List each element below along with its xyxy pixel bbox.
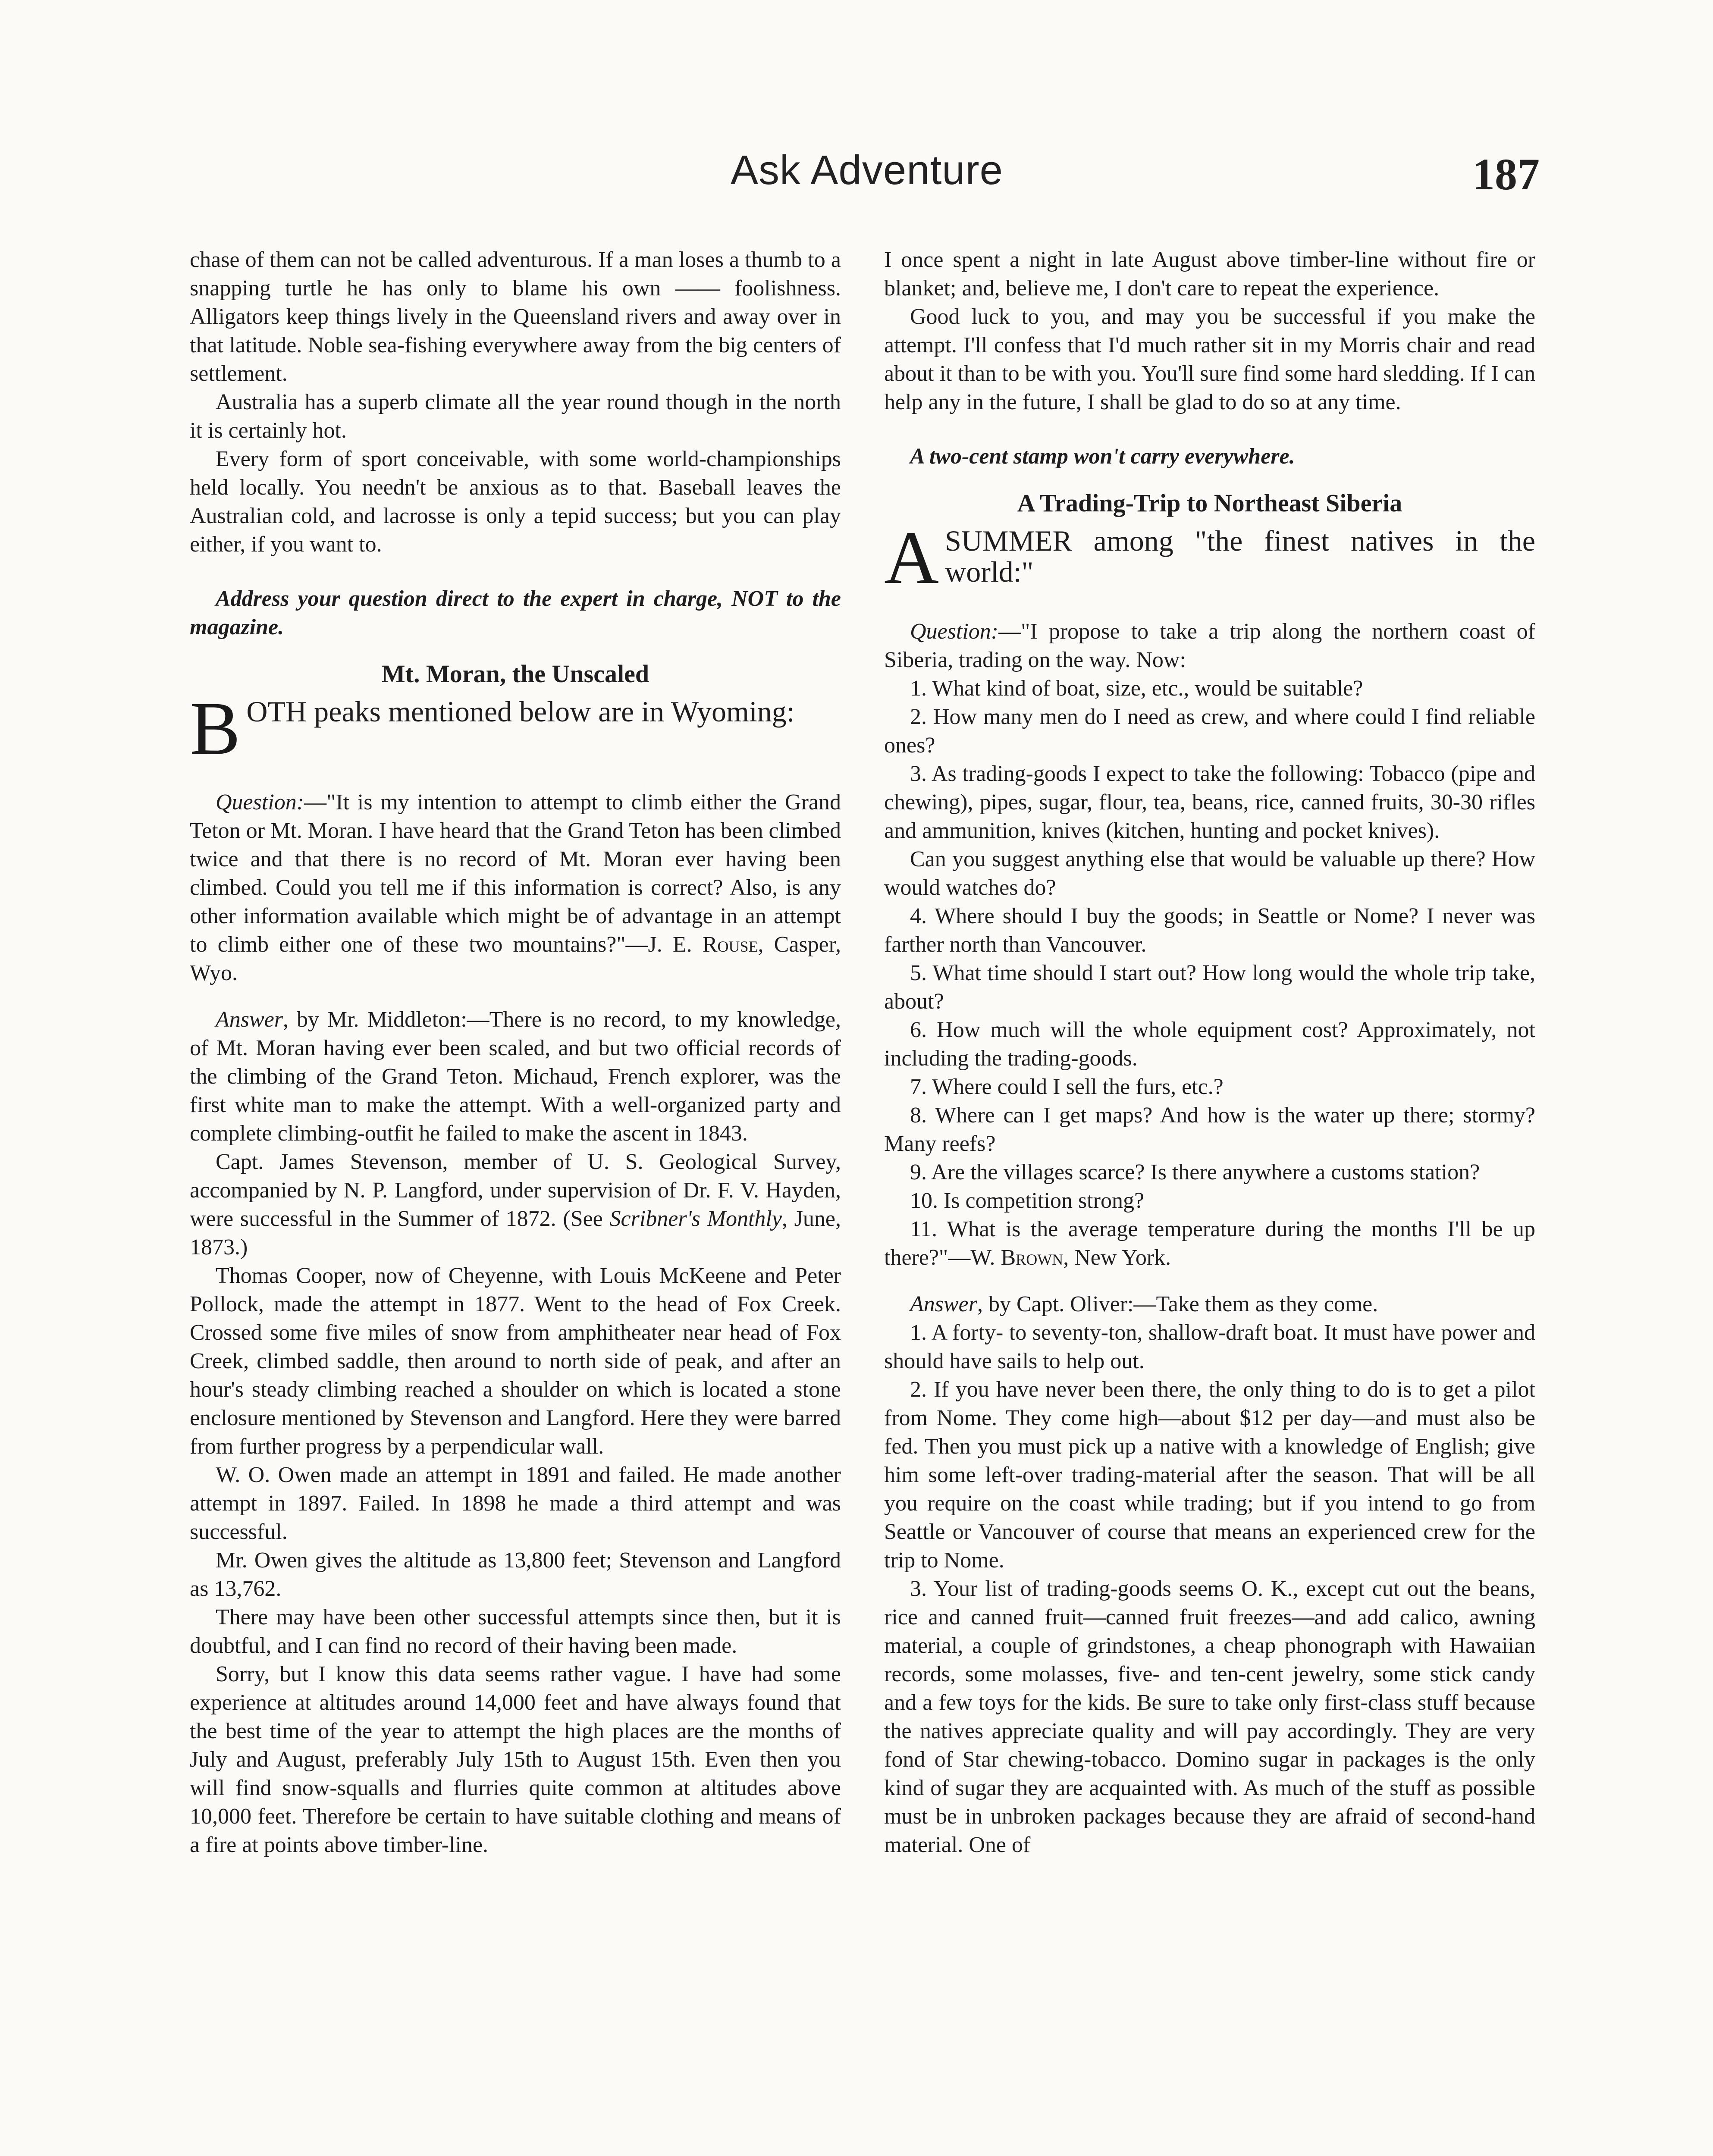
question-item: 9. Are the villages scarce? Is there anywhere a customs station? bbox=[910, 1160, 1480, 1185]
question-label: Question: bbox=[216, 790, 304, 815]
lead-text: SUMMER among "the finest natives in the world:" bbox=[945, 524, 1535, 588]
question-signer-place: , New York. bbox=[1063, 1245, 1171, 1270]
question-item bbox=[884, 1215, 1535, 1272]
paragraph: chase of them can not be called adventurous. If a man loses a thumb to a snapping turtle he has only to blame his own —— foolishness. Alligators keep things lively in the Queensland rivers and away over in that latitude. Noble sea-fishing everywhere away from the big centers of settlement. bbox=[190, 248, 841, 386]
answer-paragraph bbox=[884, 1290, 1535, 1319]
answer-item: 3. Your list of trading-goods seems O. K., except cut out the beans, rice and canned fruit—canned fruit freezes—and add calico, awning material, a couple of grindstones, a cheap phonograph with Hawaiian records, some molasses, five- and ten-cent jewelry, some stick candy and a few toys for the kids. Be sure to take only first-class stuff because the natives appreciate quality and will pay accordingly. They are very fond of Star chewing-tobacco. Domino sugar in packages is the only kind of sugar they are acquainted with. As much of the stuff as possible must be in unbroken packages because they are afraid of second-hand material. One of bbox=[884, 1576, 1535, 1857]
stevenson-text: Capt. James Stevenson, member of U. S. Geological Survey, accompanied by N. P. Langford, under supervision of Dr. F. V. Hayden, were successful in the Summer of 1872. (See bbox=[190, 1150, 841, 1231]
question-label: Question: bbox=[910, 619, 999, 644]
paragraph: Sorry, but I know this data seems rather vague. I have had some experience at altitudes around 14,000 feet and have always found that the best time of the year to attempt the high places are the months of July and August, preferably July 15th to August 15th. Even then you will find snow-squalls and flurries quite common at altitudes above 10,000 feet. Therefore be certain to have suitable clothing and means of a fire at points above timber-line. bbox=[190, 1662, 841, 1857]
question-item: 5. What time should I start out? How long would the whole trip take, about? bbox=[884, 961, 1535, 1014]
question-item: 7. Where could I sell the furs, etc.? bbox=[910, 1075, 1224, 1099]
question-paragraph bbox=[190, 788, 841, 987]
stevenson-end: , June, 1873.) bbox=[190, 1206, 841, 1260]
lead-paragraph bbox=[190, 686, 841, 771]
answer-label: Answer bbox=[910, 1292, 977, 1316]
paragraph: W. O. Owen made an attempt in 1891 and failed. He made another attempt in 1897. Failed. In 1898 he made a third attempt and was successful. bbox=[190, 1463, 841, 1544]
right-column bbox=[884, 246, 1535, 2156]
paragraph: Mr. Owen gives the altitude as 13,800 feet; Stevenson and Langford as 13,762. bbox=[190, 1548, 841, 1601]
publication-title: Scribner's Monthly bbox=[609, 1206, 782, 1231]
editorial-note bbox=[190, 585, 841, 642]
paragraph: Every form of sport conceivable, with some world-championships held locally. You needn't be anxious as to that. Baseball leaves the Australian cold, and lacrosse is only a tepid success; but you can play either, if you want to. bbox=[190, 447, 841, 557]
lead-text: OTH peaks mentioned below are in Wyoming: bbox=[246, 695, 795, 728]
question-last-text: 11. What is the average temperature during the months I'll be up there?"—W. bbox=[884, 1217, 1535, 1270]
answer-item: 2. If you have never been there, the only thing to do is to get a pilot from Nome. They come high—about $12 per day—and must also be fed. Then you must pick up a native with a knowledge of English; give him some left-over trading-material after the season. That will be all you require on the coast while trading; but if you intend to go from Seattle or Vancouver of course that means an experienced crew for the trip to Nome. bbox=[884, 1377, 1535, 1573]
question-item: 1. What kind of boat, size, etc., would be suitable? bbox=[910, 676, 1363, 701]
left-column bbox=[190, 246, 841, 2156]
answer-paragraph bbox=[190, 1006, 841, 1148]
section-heading: A Trading-Trip to Northeast Siberia bbox=[1017, 489, 1402, 517]
question-item: 3. As trading-goods I expect to take the following: Tobacco (pipe and chewing), pipes, sugar, flour, tea, beans, rice, canned fruits, 30-30 rifles and ammunition, knives (kitchen, hunting and pocket knives). bbox=[884, 761, 1535, 843]
question-intro: —"I propose to take a trip along the northern coast of Siberia, trading on the way. Now: bbox=[884, 619, 1535, 672]
question-signer: Rouse bbox=[702, 932, 758, 957]
paragraph: I once spent a night in late August above timber-line without fire or blanket; and, believe me, I don't care to repeat the experience. bbox=[884, 248, 1535, 301]
question-item: 2. How many men do I need as crew, and where could I find reliable ones? bbox=[884, 705, 1535, 758]
paragraph: Australia has a superb climate all the year round though in the north it is certainly hot. bbox=[190, 390, 841, 443]
question-item: 4. Where should I buy the goods; in Seattle or Nome? I never was farther north than Vancouver. bbox=[884, 904, 1535, 957]
paragraph bbox=[190, 1148, 841, 1262]
running-head-title: Ask Adventure bbox=[730, 147, 1004, 193]
question-paragraph bbox=[884, 617, 1535, 674]
answer-label: Answer bbox=[216, 1007, 283, 1032]
question-signer: Brown bbox=[1001, 1245, 1064, 1270]
paragraph: Good luck to you, and may you be successful if you make the attempt. I'll confess that I'd much rather sit in my Morris chair and read about it than to be with you. You'll sure find some hard sledding. If I can help any in the future, I shall be glad to do so at any time. bbox=[884, 304, 1535, 414]
question-item: Can you suggest anything else that would be valuable up there? How would watches do? bbox=[884, 847, 1535, 900]
answer-intro: , by Capt. Oliver:—Take them as they come. bbox=[977, 1292, 1378, 1316]
drop-cap: A bbox=[884, 516, 939, 600]
paragraph: There may have been other successful attempts since then, but it is doubtful, and I can find no record of their having been made. bbox=[190, 1605, 841, 1658]
paragraph: Thomas Cooper, now of Cheyenne, with Louis McKeene and Peter Pollock, made the attempt in 1877. Went to the head of Fox Creek. Crossed some five miles of snow from amphitheater near head of Fox Creek, climbed saddle, then around to north side of peak, and after an hour's steady climbing reached a shoulder on which is located a stone enclosure mentioned by Stevenson and Langford. Here they were barred from further progress by a perpendicular wall. bbox=[190, 1263, 841, 1459]
answer-item: 1. A forty- to seventy-ton, shallow-draft boat. It must have power and should have sails to help out. bbox=[884, 1320, 1535, 1373]
answer-text: , by Mr. Middleton:—There is no record, to my knowledge, of Mt. Moran having ever been scaled, and but two official records of the climbing of the Grand Teton. Michaud, French explorer, was the first white man to make the attempt. With a well-organized party and complete climbing-outfit he failed to make the ascent in 1843. bbox=[190, 1007, 841, 1146]
section-heading: Mt. Moran, the Unscaled bbox=[381, 660, 649, 688]
drop-cap: B bbox=[190, 686, 241, 771]
editorial-note-text: Address your question direct to the expert in charge, NOT to the magazine. bbox=[190, 586, 841, 639]
question-text: —"It is my intention to attempt to climb either the Grand Teton or Mt. Moran. I have heard that the Grand Teton has been climbed twice and that there is no record of Mt. Moran ever having been climbed. Could you tell me if this information is correct? Also, is any other information available which might be of advantage in an attempt to climb either one of these two mountains?"—J. E. bbox=[190, 790, 841, 957]
question-item: 6. How much will the whole equipment cost? Approximately, not including the trading-goods. bbox=[884, 1018, 1535, 1071]
question-item: 10. Is competition strong? bbox=[910, 1188, 1145, 1213]
page-number: 187 bbox=[1472, 150, 1540, 199]
editorial-note bbox=[884, 442, 1535, 471]
question-item: 8. Where can I get maps? And how is the water up there; stormy? Many reefs? bbox=[884, 1103, 1535, 1156]
lead-paragraph bbox=[884, 516, 1535, 600]
question-signer-place: , Casper, Wyo. bbox=[190, 932, 841, 985]
editorial-note-text: A two-cent stamp won't carry everywhere. bbox=[910, 444, 1295, 469]
